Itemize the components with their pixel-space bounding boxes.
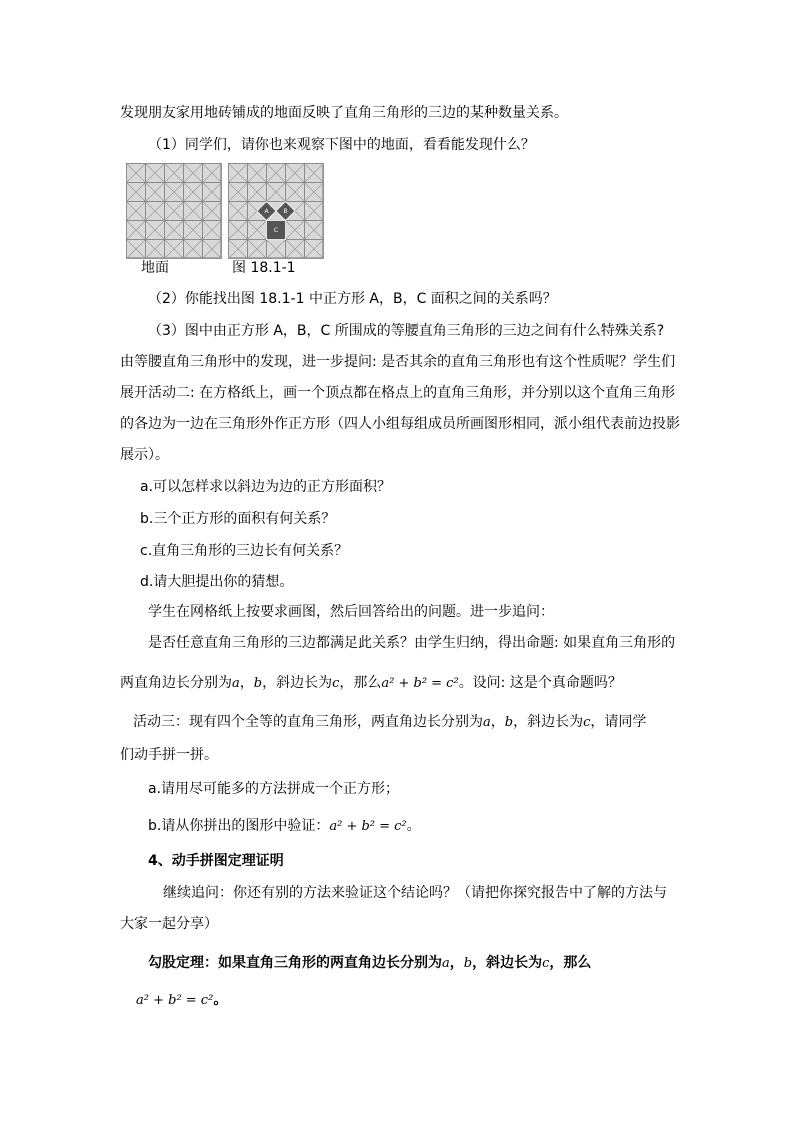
task-b bbox=[148, 816, 421, 837]
var-c: c bbox=[583, 715, 591, 730]
activity-3-line bbox=[133, 712, 646, 733]
theorem-text: 勾股定理：如果直角三角形的两直角边长分别为 bbox=[148, 955, 442, 971]
proposition-text: ，那么 bbox=[339, 675, 382, 691]
theorem-text: ，斜边长为 bbox=[472, 955, 543, 971]
theorem-equation-line bbox=[136, 990, 227, 1011]
proposition-line bbox=[120, 673, 622, 694]
paragraph-line: 由等腰直角三角形中的发现，进一步提问: 是否其余的直角三角形也有这个性质呢？学生们 bbox=[120, 354, 676, 370]
task-text: b.请从你拼出的图形中验证： bbox=[148, 818, 330, 834]
theorem-text: ，那么 bbox=[549, 955, 592, 971]
comma: ， bbox=[490, 714, 505, 730]
period: 。 bbox=[213, 992, 228, 1008]
figure-18-1-1 bbox=[228, 163, 324, 259]
var-a: a bbox=[483, 715, 491, 730]
pythagorean-equation: a² + b² = c² bbox=[381, 676, 459, 691]
label-c: C bbox=[273, 227, 279, 234]
paragraph-line: 的各边为一边在三角形外作正方形（四人小组每组成员所画图形相同，派小组代表前边投影 bbox=[120, 416, 680, 432]
activity-text: ，请同学 bbox=[590, 714, 647, 730]
section-heading: 4、动手拼图定理证明 bbox=[148, 853, 284, 869]
proposition-text: 。设问: 这是个真命题吗？ bbox=[458, 675, 622, 691]
paragraph-line: 继续追问：你还有别的方法来验证这个结论吗？（请把你探究报告中了解的方法与 bbox=[163, 885, 667, 901]
comma: ， bbox=[239, 675, 254, 691]
paragraph-line: 是否任意直角三角形的三边都满足此关系？由学生归纳，得出命题: 如果直角三角形的 bbox=[148, 635, 676, 651]
proposition-text: 两直角边长分别为 bbox=[120, 675, 232, 691]
list-item-c: c.直角三角形的三边长有何关系？ bbox=[140, 543, 349, 559]
activity-text: ，斜边长为 bbox=[513, 714, 584, 730]
floor-tile-figure bbox=[126, 163, 222, 259]
list-item-a: a.可以怎样求以斜边为边的正方形面积？ bbox=[140, 479, 392, 495]
paragraph-line: 展示）。 bbox=[120, 447, 169, 463]
task-a: a.请用尽可能多的方法拼成一个正方形； bbox=[148, 781, 400, 797]
figure-caption-floor: 地面 bbox=[141, 260, 169, 276]
list-item-b: b.三个正方形的面积有何关系？ bbox=[140, 511, 336, 527]
var-c: c bbox=[332, 676, 340, 691]
paragraph-line: 学生在网格纸上按要求画图，然后回答给出的问题。进一步追问： bbox=[148, 604, 554, 620]
var-a: a bbox=[442, 956, 450, 971]
comma: ， bbox=[449, 955, 464, 971]
period: 。 bbox=[406, 818, 421, 834]
var-b: b bbox=[504, 715, 514, 730]
var-c: c bbox=[542, 956, 550, 971]
paragraph-line: 大家一起分享） bbox=[120, 916, 218, 932]
paragraph-line: 们动手拼一拼。 bbox=[120, 747, 218, 763]
paragraph-line: 展开活动二: 在方格纸上，画一个顶点都在格点上的直角三角形，并分别以这个直角三角形 bbox=[120, 385, 676, 401]
list-item-d: d.请大胆提出你的猜想。 bbox=[140, 574, 294, 590]
figure-caption-18-1-1: 图 18.1-1 bbox=[232, 260, 296, 276]
pythagorean-equation: a² + b² = c² bbox=[136, 993, 214, 1008]
proposition-text: ，斜边长为 bbox=[262, 675, 333, 691]
label-a: A bbox=[264, 208, 269, 215]
theorem-statement bbox=[148, 953, 591, 974]
paragraph-line: 发现朋友家用地砖铺成的地面反映了直角三角形的三边的某种数量关系。 bbox=[120, 105, 568, 121]
var-b: b bbox=[253, 676, 263, 691]
pythagorean-equation: a² + b² = c² bbox=[329, 819, 407, 834]
label-b: B bbox=[283, 208, 288, 215]
question-2: （2）你能找出图 18.1-1 中正方形 A，B，C 面积之间的关系吗？ bbox=[148, 291, 557, 307]
var-b: b bbox=[463, 956, 473, 971]
var-a: a bbox=[232, 676, 240, 691]
question-3: （3）图中由正方形 A，B，C 所围成的等腰直角三角形的三边之间有什么特殊关系? bbox=[148, 323, 665, 339]
activity-text: 活动三：现有四个全等的直角三角形，两直角边长分别为 bbox=[133, 714, 483, 730]
question-1: （1）同学们，请你也来观察下图中的地面，看看能发现什么？ bbox=[148, 137, 535, 153]
